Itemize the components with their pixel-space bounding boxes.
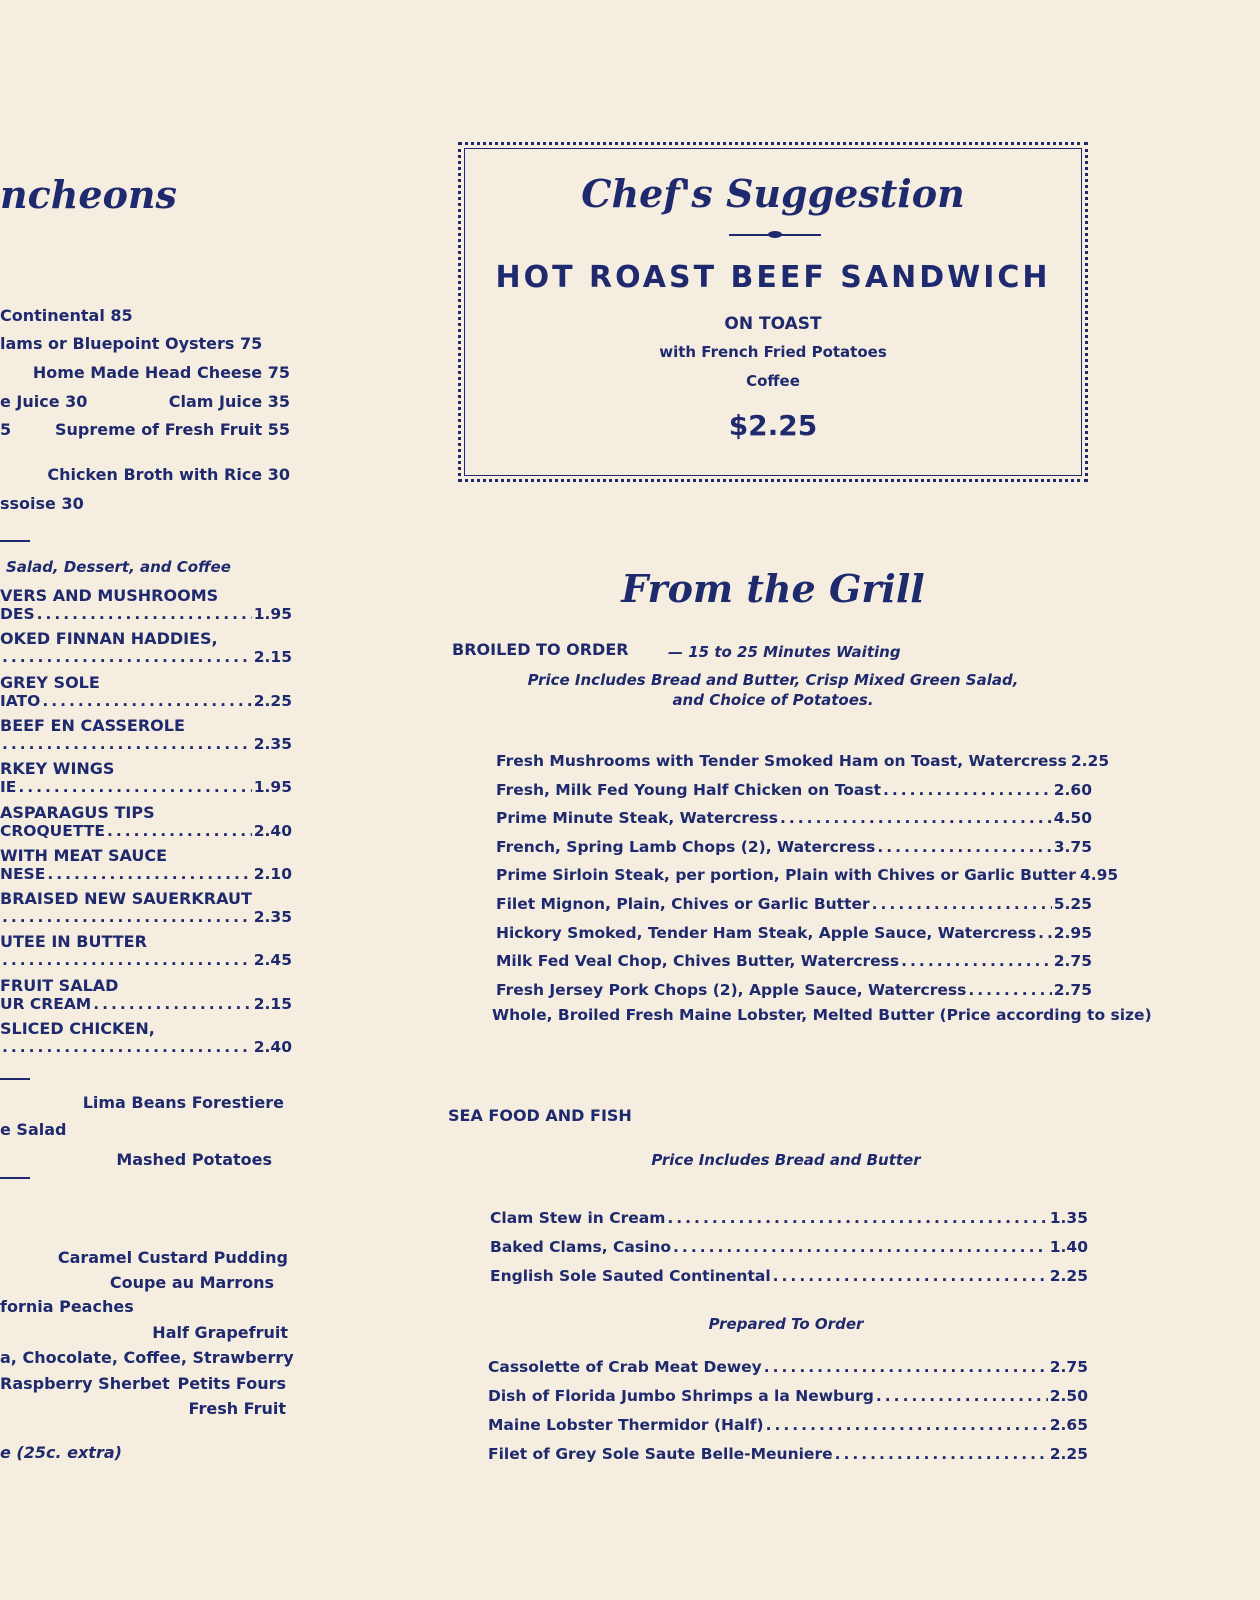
- luncheons-title: ncheons: [0, 172, 177, 217]
- leader-dots: [877, 838, 1051, 856]
- dish-name: HOT ROAST BEEF SANDWICH: [495, 260, 1051, 295]
- seafood-item: [490, 1238, 1088, 1256]
- appetizer-line-right: Home Made Head Cheese 75: [32, 363, 290, 382]
- entree-subtitle: CROQUETTE: [0, 821, 105, 840]
- appetizer-line-left: 5: [0, 420, 12, 439]
- grill-item: [496, 952, 1092, 970]
- prepared-item: [488, 1358, 1088, 1376]
- item-price: 1.40: [1049, 1238, 1088, 1256]
- grill-item: [496, 924, 1092, 942]
- entree-price: 2.45: [253, 951, 292, 970]
- entree-price: 2.40: [253, 1038, 292, 1056]
- dish-line-3: Coffee: [746, 372, 800, 390]
- appetizer-line-right: Supreme of Fresh Fruit 55: [54, 420, 290, 439]
- broiled-label: BROILED TO ORDER: [452, 640, 629, 659]
- entree-price-row: [0, 735, 292, 753]
- leader-dots: [764, 1358, 1048, 1376]
- grill-item: [496, 752, 1110, 770]
- entree-price: 2.15: [253, 648, 292, 667]
- prepared-item: [488, 1387, 1088, 1405]
- appetizer-line-right: Clam Juice 35: [168, 392, 290, 411]
- leader-dots: [42, 692, 251, 710]
- item-price: 5.25: [1053, 895, 1092, 913]
- section-divider: [0, 540, 30, 542]
- entree-title: OKED FINNAN HADDIES,: [0, 629, 218, 649]
- item-price: 2.75: [1053, 980, 1092, 999]
- item-price: 2.60: [1053, 780, 1092, 799]
- entree-price: 2.40: [253, 821, 292, 840]
- leader-dots: [968, 981, 1051, 999]
- grill-item: [496, 781, 1092, 799]
- entree-price-row: [0, 648, 292, 666]
- entree-price-row: [0, 1038, 292, 1056]
- dish-price: $2.25: [728, 409, 818, 442]
- appetizer-line-left: lams or Bluepoint Oysters 75: [0, 334, 263, 353]
- entree-price-row: [0, 822, 292, 840]
- item-price: 2.65: [1049, 1416, 1088, 1434]
- item-price: 2.75: [1053, 952, 1092, 971]
- leader-dots: [901, 952, 1052, 970]
- entree-price: 2.25: [253, 691, 292, 710]
- entree-price: 2.35: [253, 734, 292, 753]
- item-price: 2.50: [1049, 1387, 1088, 1405]
- entree-price-row: [0, 951, 292, 969]
- item-name: Filet of Grey Sole Saute Belle-Meuniere: [488, 1445, 833, 1463]
- entree-subtitle: IATO: [0, 691, 41, 710]
- item-name: Prime Minute Steak, Watercress: [496, 809, 779, 828]
- dessert-line-right: Coupe au Marrons: [109, 1273, 274, 1292]
- leader-dots: [47, 865, 251, 883]
- item-name: English Sole Sauted Continental: [490, 1267, 771, 1285]
- leader-dots: [667, 1209, 1047, 1227]
- grill-item: [496, 809, 1092, 827]
- dessert-line-right: Petits Fours: [177, 1374, 286, 1393]
- leader-dots: [673, 1238, 1048, 1256]
- grill-price-note-2: and Choice of Potatoes.: [672, 691, 874, 709]
- item-price: 2.25: [1049, 1267, 1088, 1285]
- entree-title: ASPARAGUS TIPS: [0, 802, 155, 822]
- entree-subtitle: IE: [0, 778, 17, 797]
- grill-item: [496, 895, 1092, 913]
- item-name: Milk Fed Veal Chop, Chives Butter, Watercress: [496, 952, 900, 971]
- entree-price: 2.15: [253, 994, 292, 1013]
- leader-dots: [107, 822, 252, 840]
- seafood-label: SEA FOOD AND FISH: [448, 1106, 632, 1125]
- item-price: 2.95: [1053, 923, 1092, 942]
- entree-price-row: [0, 995, 292, 1013]
- item-price: 2.75: [1049, 1358, 1088, 1376]
- entree-title: FRUIT SALAD: [0, 975, 119, 995]
- entree-title: WITH MEAT SAUCE: [0, 845, 168, 865]
- footer-note: e (25c. extra): [0, 1443, 122, 1462]
- leader-dots: [2, 735, 252, 753]
- entree-subtitle: DES: [0, 605, 35, 623]
- leader-dots: [876, 1387, 1048, 1405]
- grill-item: [496, 981, 1092, 999]
- entree-title: VERS AND MUSHROOMS: [0, 586, 219, 605]
- entree-title: GREY SOLE: [0, 672, 100, 692]
- item-name: Prime Sirloin Steak, per portion, Plain with Chives or Garlic Butter: [496, 866, 1076, 885]
- leader-dots: [2, 648, 252, 666]
- vegetable-line-right: Lima Beans Forestiere: [82, 1093, 284, 1112]
- entree-subtitle: NESE: [0, 864, 46, 883]
- item-name: Dish of Florida Jumbo Shrimps a la Newburg: [488, 1387, 874, 1405]
- item-name: Maine Lobster Thermidor (Half): [488, 1416, 764, 1434]
- grill-item: [496, 838, 1092, 856]
- entree-title: SLICED CHICKEN,: [0, 1019, 155, 1038]
- entree-price: 1.95: [253, 778, 292, 797]
- appetizer-line-left: e Juice 30: [0, 392, 88, 411]
- item-name: Filet Mignon, Plain, Chives or Garlic Butter: [496, 895, 870, 913]
- prepared-item: [488, 1445, 1088, 1463]
- lobster-line: Whole, Broiled Fresh Maine Lobster, Melted Butter (Price according to size): [492, 1006, 1152, 1024]
- leader-dots: [780, 809, 1052, 827]
- leader-dots: [883, 781, 1052, 799]
- entree-title: UTEE IN BUTTER: [0, 932, 147, 952]
- dessert-line-right: Fresh Fruit: [188, 1399, 286, 1418]
- dessert-line-right: Caramel Custard Pudding: [57, 1248, 288, 1267]
- item-name: Fresh Mushrooms with Tender Smoked Ham on Toast, Watercress: [496, 752, 1067, 770]
- entree-title: BEEF EN CASSEROLE: [0, 715, 185, 735]
- leader-dots: [18, 778, 251, 796]
- entree-price-row: [0, 865, 292, 883]
- prepared-label: Prepared To Order: [708, 1315, 864, 1333]
- chefs-suggestion-box: [458, 142, 1088, 482]
- leader-dots: [835, 1445, 1048, 1463]
- entree-price-row: [0, 908, 292, 926]
- item-price: 2.25: [1070, 752, 1110, 770]
- item-name: Cassolette of Crab Meat Dewey: [488, 1358, 762, 1376]
- dessert-line-right: Half Grapefruit: [152, 1323, 288, 1342]
- leader-dots: [872, 895, 1052, 913]
- section-divider: [0, 1177, 30, 1179]
- title-divider-ornament: [768, 231, 782, 238]
- dessert-line-left: Raspberry Sherbet: [0, 1374, 170, 1393]
- vegetable-line-left: e Salad: [0, 1120, 67, 1139]
- item-name: Hickory Smoked, Tender Ham Steak, Apple Sauce, Watercress: [496, 923, 1037, 942]
- item-name: Fresh, Milk Fed Young Half Chicken on Toast: [496, 780, 881, 799]
- grill-price-note-1: Price Includes Bread and Butter, Crisp Mixed Green Salad,: [527, 671, 1019, 689]
- section-divider: [0, 1078, 30, 1080]
- item-price: 2.25: [1049, 1445, 1088, 1463]
- leader-dots: [2, 1038, 252, 1056]
- vegetable-line-right: Mashed Potatoes: [116, 1150, 272, 1169]
- entree-subtitle: UR CREAM: [0, 994, 92, 1013]
- entree-price: 1.95: [253, 605, 292, 623]
- leader-dots: [93, 995, 252, 1013]
- grill-item: [496, 866, 1119, 885]
- entrees-note: Salad, Dessert, and Coffee: [6, 558, 231, 576]
- soup-line-left: ssoise 30: [0, 494, 84, 513]
- leader-dots: [766, 1416, 1048, 1434]
- seafood-item: [490, 1209, 1088, 1227]
- entree-title: BRAISED NEW SAUERKRAUT: [0, 889, 252, 909]
- dish-line-1: ON TOAST: [724, 314, 822, 334]
- entree-title: RKEY WINGS: [0, 759, 115, 779]
- dessert-line-left: fornia Peaches: [0, 1297, 134, 1316]
- leader-dots: [2, 908, 252, 926]
- item-name: Fresh Jersey Pork Chops (2), Apple Sauce, Watercress: [496, 980, 967, 999]
- entree-price: 2.10: [253, 864, 292, 883]
- entree-price-row: [0, 605, 292, 623]
- grill-title: From the Grill: [621, 566, 925, 611]
- leader-dots: [773, 1267, 1048, 1285]
- dessert-line-left: a, Chocolate, Coffee, Strawberry: [0, 1348, 294, 1367]
- item-name: French, Spring Lamb Chops (2), Watercress: [496, 837, 876, 856]
- dish-line-2: with French Fried Potatoes: [659, 343, 887, 361]
- chefs-suggestion-title: Chef's Suggestion: [581, 171, 965, 216]
- item-price: 1.35: [1049, 1209, 1088, 1227]
- prepared-item: [488, 1416, 1088, 1434]
- seafood-note: Price Includes Bread and Butter: [651, 1151, 921, 1169]
- seafood-item: [490, 1267, 1088, 1285]
- item-name: Baked Clams, Casino: [490, 1238, 672, 1256]
- item-price: 4.95: [1079, 866, 1119, 885]
- soup-line-right: Chicken Broth with Rice 30: [47, 465, 290, 484]
- item-price: 4.50: [1053, 809, 1092, 828]
- leader-dots: [2, 951, 252, 969]
- entree-price-row: [0, 692, 292, 710]
- item-price: 3.75: [1053, 837, 1092, 856]
- entree-price-row: [0, 778, 292, 796]
- leader-dots: [37, 605, 252, 623]
- leader-dots: [1038, 924, 1052, 942]
- entree-price: 2.35: [253, 908, 292, 927]
- wait-note: — 15 to 25 Minutes Waiting: [668, 643, 901, 661]
- item-name: Clam Stew in Cream: [490, 1209, 666, 1227]
- appetizer-line-left: Continental 85: [0, 306, 133, 325]
